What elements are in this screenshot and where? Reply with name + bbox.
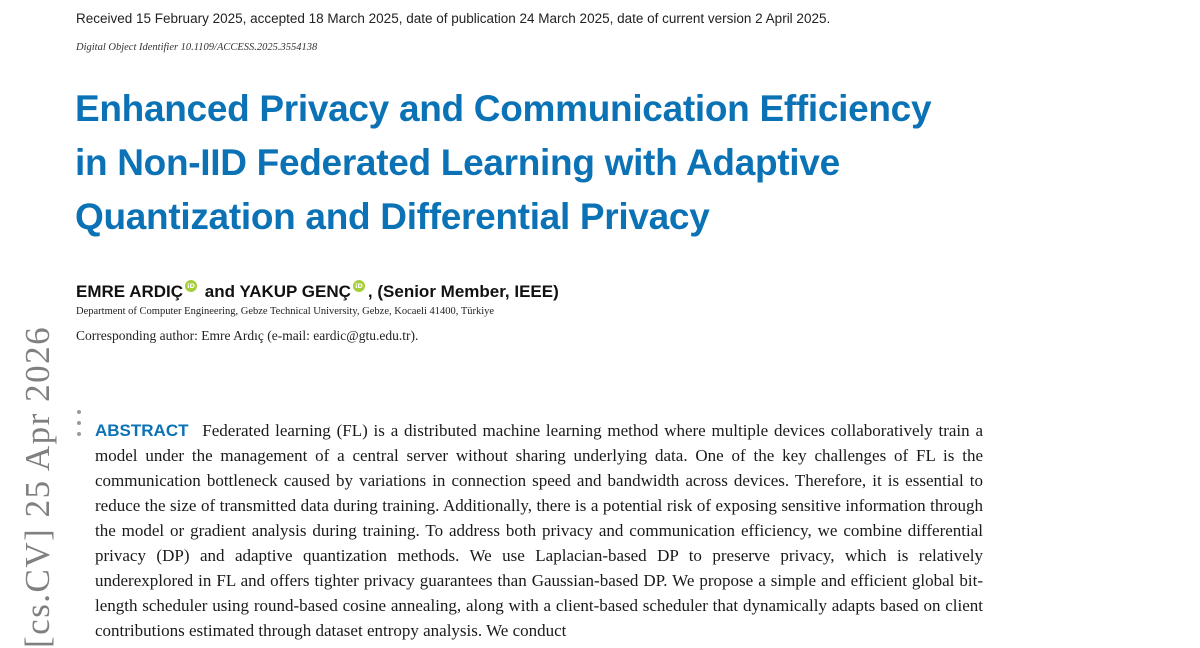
title-line: in Non-IID Federated Learning with Adaptive xyxy=(75,142,840,183)
more-options-icon[interactable] xyxy=(77,410,81,436)
affiliation: Department of Computer Engineering, Gebze Technical University, Gebze, Kocaeli 41400, Türkiye xyxy=(76,306,495,317)
doi-line: Digital Object Identifier 10.1109/ACCESS.2025.3554138 xyxy=(76,42,318,53)
abstract-text: Federated learning (FL) is a distributed machine learning method where multiple devices collaboratively train a model under the management of a central server without sharing underlying data. One of the key challenges of FL is the communication bottleneck caused by variations in connection speed and bandwidth across devices. Therefore, it is essential to reduce the size of transmitted data during training. Additionally, there is a potential risk of exposing sensitive information through the model or gradient analysis during training. To address both privacy and communication efficiency, we combine differential privacy (DP) and adaptive quantization methods. We use Laplacian-based DP to preserve privacy, which is relatively underexplored in FL and offers tighter privacy guarantees than Gaussian-based DP. We propose a simple and efficient global bit-length scheduler using round-based cosine annealing, along with a client-based scheduler that dynamically adapts based on client contributions estimated through dataset entropy analysis. We conduct xyxy=(95,421,983,640)
paper-title xyxy=(75,82,995,244)
title-line: Quantization and Differential Privacy xyxy=(75,196,710,237)
author-conjunction: and xyxy=(204,282,236,301)
author-name: YAKUP GENÇ xyxy=(239,282,351,301)
orcid-icon[interactable]: iD xyxy=(353,280,365,292)
publication-dates: Received 15 February 2025, accepted 18 March 2025, date of publication 24 March 2025, date of current version 2 April 2025. xyxy=(76,11,831,26)
author-membership: , (Senior Member, IEEE) xyxy=(367,282,559,301)
corresponding-author: Corresponding author: Emre Ardıç (e-mail: eardic@gtu.edu.tr). xyxy=(76,328,419,343)
abstract-label: ABSTRACT xyxy=(95,421,189,440)
title-line: Enhanced Privacy and Communication Efficiency xyxy=(75,88,932,129)
author-name: EMRE ARDIÇ xyxy=(76,282,184,301)
orcid-icon[interactable]: iD xyxy=(185,280,197,292)
arxiv-stamp: [cs.CV] 25 Apr 2026 xyxy=(18,325,57,648)
author-list xyxy=(76,280,559,302)
abstract xyxy=(95,418,983,643)
